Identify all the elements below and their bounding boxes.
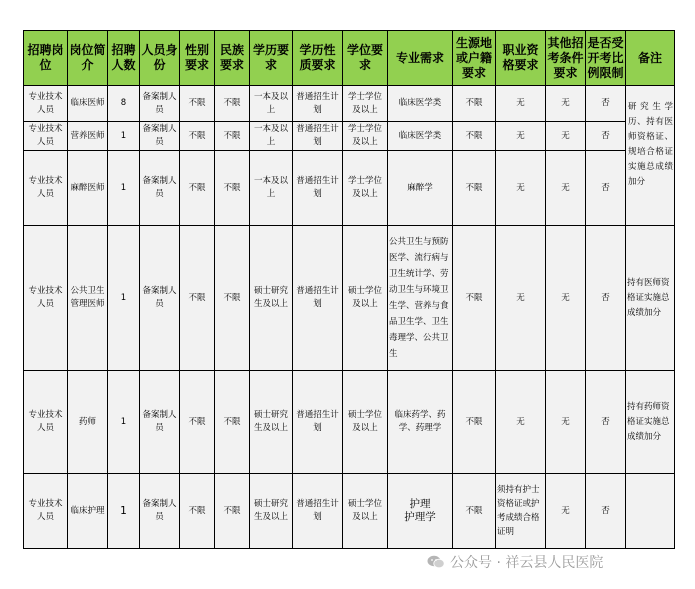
- table-row: [24, 86, 675, 122]
- cell-gender: 不限: [180, 226, 215, 371]
- col-header-count: 招聘人数: [108, 31, 140, 86]
- cell-ratio: 否: [586, 474, 626, 549]
- cell-major: 临床药学、药学、药理学: [388, 371, 453, 474]
- cell-major: 公共卫生与预防医学、流行病与卫生统计学、劳动卫生与环境卫生学、营养与食品卫生学、卫生毒理学、公共卫生: [388, 226, 453, 371]
- cell-education: 硕士研究生及以上: [250, 371, 293, 474]
- cell-intro: 公共卫生管理医师: [68, 226, 108, 371]
- col-header-ethnicity: 民族要求: [215, 31, 250, 86]
- cell-count: 8: [108, 86, 140, 122]
- cell-identity: 备案制人员: [140, 371, 180, 474]
- col-header-gender: 性别要求: [180, 31, 215, 86]
- cell-qualification: 无: [496, 371, 546, 474]
- cell-ratio: 否: [586, 151, 626, 226]
- col-header-ratio: 是否受开考比例限制: [586, 31, 626, 86]
- table-row: [24, 474, 675, 549]
- cell-count: 1: [108, 371, 140, 474]
- header-row: [24, 31, 675, 86]
- cell-ethnicity: 不限: [215, 226, 250, 371]
- cell-origin: 不限: [453, 226, 496, 371]
- cell-gender: 不限: [180, 151, 215, 226]
- cell-qualification: 须持有护士资格证或护考成绩合格证明: [496, 474, 546, 549]
- cell-origin: 不限: [453, 151, 496, 226]
- cell-remarks-group: [626, 86, 675, 226]
- cell-remarks: 持有医师资格证实施总成绩加分: [626, 226, 675, 371]
- cell-other: 无: [546, 474, 586, 549]
- cell-qualification: 无: [496, 151, 546, 226]
- cell-origin: 不限: [453, 122, 496, 151]
- col-header-origin: 生源地或户籍要求: [453, 31, 496, 86]
- table-row: [24, 122, 675, 151]
- col-header-post: 招聘岗位: [24, 31, 68, 86]
- cell-education: 硕士研究生及以上: [250, 226, 293, 371]
- cell-major: 麻醉学: [388, 151, 453, 226]
- cell-degree: 硕士学位及以上: [343, 226, 388, 371]
- cell-other: 无: [546, 371, 586, 474]
- cell-ethnicity: 不限: [215, 122, 250, 151]
- cell-major: 护理 护理学: [388, 474, 453, 549]
- cell-education-type: 普通招生计划: [293, 474, 343, 549]
- cell-post: 专业技术人员: [24, 122, 68, 151]
- cell-remarks: [626, 474, 675, 549]
- cell-identity: 备案制人员: [140, 86, 180, 122]
- cell-ethnicity: 不限: [215, 371, 250, 474]
- col-header-other: 其他招考条件要求: [546, 31, 586, 86]
- cell-qualification: 无: [496, 86, 546, 122]
- cell-ratio: 否: [586, 226, 626, 371]
- col-header-education-type: 学历性质要求: [293, 31, 343, 86]
- recruitment-table: [23, 30, 675, 549]
- cell-education: 硕士研究生及以上: [250, 474, 293, 549]
- cell-intro: 临床医师: [68, 86, 108, 122]
- cell-other: 无: [546, 151, 586, 226]
- cell-education-type: 普通招生计划: [293, 151, 343, 226]
- cell-count: 1: [108, 474, 140, 549]
- cell-origin: 不限: [453, 474, 496, 549]
- cell-ethnicity: 不限: [215, 474, 250, 549]
- table-row: [24, 151, 675, 226]
- cell-other: 无: [546, 122, 586, 151]
- cell-post: 专业技术人员: [24, 151, 68, 226]
- cell-count: 1: [108, 122, 140, 151]
- col-header-remarks: 备注: [626, 31, 675, 86]
- cell-gender: 不限: [180, 474, 215, 549]
- cell-count: 1: [108, 151, 140, 226]
- recruitment-document: [23, 30, 674, 549]
- cell-major: 临床医学类: [388, 86, 453, 122]
- cell-intro: 临床护理: [68, 474, 108, 549]
- cell-identity: 备案制人员: [140, 151, 180, 226]
- cell-degree: 硕士学位及以上: [343, 474, 388, 549]
- cell-education: 一本及以上: [250, 151, 293, 226]
- col-header-major: 专业需求: [388, 31, 453, 86]
- cell-post: 专业技术人员: [24, 86, 68, 122]
- cell-post: 专业技术人员: [24, 226, 68, 371]
- cell-ratio: 否: [586, 122, 626, 151]
- cell-post: 专业技术人员: [24, 371, 68, 474]
- cell-origin: 不限: [453, 371, 496, 474]
- cell-gender: 不限: [180, 86, 215, 122]
- cell-remarks: 持有药师资格证实施总成绩加分: [626, 371, 675, 474]
- col-header-degree: 学位要求: [343, 31, 388, 86]
- cell-identity: 备案制人员: [140, 226, 180, 371]
- cell-qualification: 无: [496, 226, 546, 371]
- cell-other: 无: [546, 86, 586, 122]
- cell-gender: 不限: [180, 122, 215, 151]
- cell-ethnicity: 不限: [215, 86, 250, 122]
- cell-qualification: 无: [496, 122, 546, 151]
- cell-identity: 备案制人员: [140, 474, 180, 549]
- col-header-education: 学历要求: [250, 31, 293, 86]
- cell-identity: 备案制人员: [140, 122, 180, 151]
- cell-education: 一本及以上: [250, 122, 293, 151]
- cell-education-type: 普通招生计划: [293, 86, 343, 122]
- cell-ratio: 否: [586, 371, 626, 474]
- col-header-qualification: 职业资格要求: [496, 31, 546, 86]
- cell-count: 1: [108, 226, 140, 371]
- cell-gender: 不限: [180, 371, 215, 474]
- cell-intro: 营养医师: [68, 122, 108, 151]
- cell-other: 无: [546, 226, 586, 371]
- cell-education: 一本及以上: [250, 86, 293, 122]
- cell-degree: 学士学位及以上: [343, 122, 388, 151]
- remarks-text: 研究生学历、持有医师资格证、规培合格证实施总成绩加分: [628, 102, 673, 187]
- col-header-identity: 人员身份: [140, 31, 180, 86]
- cell-education-type: 普通招生计划: [293, 226, 343, 371]
- cell-origin: 不限: [453, 86, 496, 122]
- cell-major: 临床医学类: [388, 122, 453, 151]
- cell-degree: 学士学位及以上: [343, 151, 388, 226]
- table-row: [24, 371, 675, 474]
- cell-education-type: 普通招生计划: [293, 122, 343, 151]
- cell-ratio: 否: [586, 86, 626, 122]
- table-row: [24, 226, 675, 371]
- col-header-intro: 岗位简介: [68, 31, 108, 86]
- cell-intro: 药师: [68, 371, 108, 474]
- cell-post: 专业技术人员: [24, 474, 68, 549]
- watermark: [427, 551, 603, 573]
- cell-ethnicity: 不限: [215, 151, 250, 226]
- cell-degree: 学士学位及以上: [343, 86, 388, 122]
- cell-education-type: 普通招生计划: [293, 371, 343, 474]
- watermark-text: 公众号 · 祥云县人民医院: [450, 555, 604, 571]
- cell-intro: 麻醉医师: [68, 151, 108, 226]
- cell-degree: 硕士学位及以上: [343, 371, 388, 474]
- wechat-icon: [427, 555, 445, 569]
